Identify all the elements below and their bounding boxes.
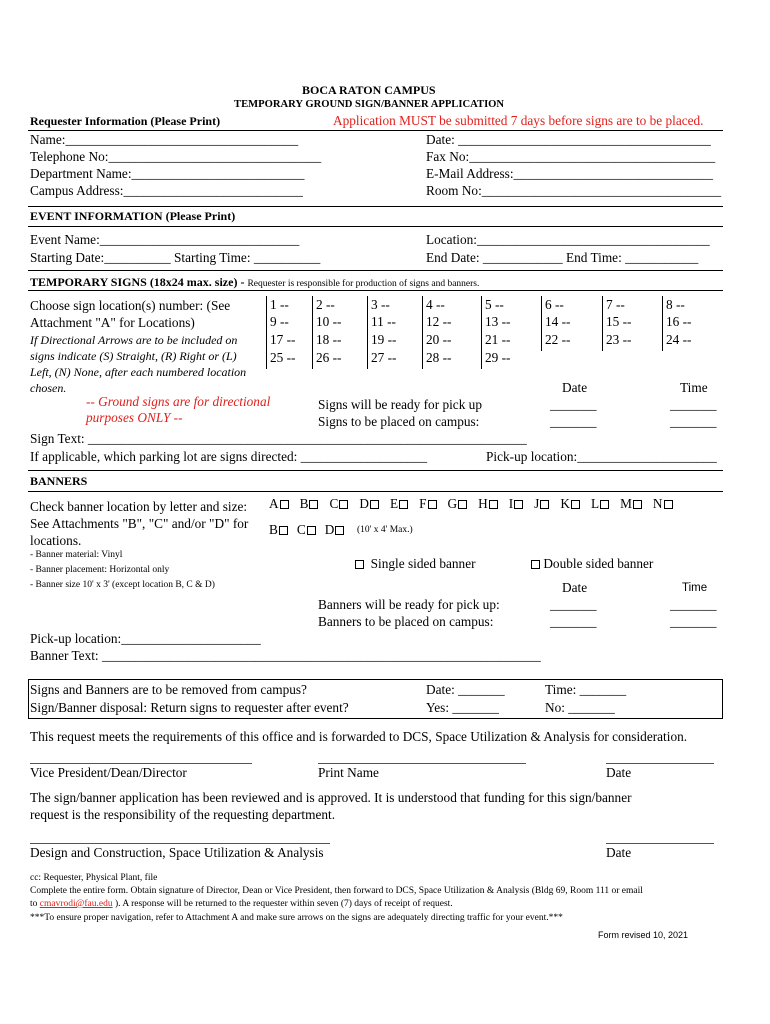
room-field[interactable]: Room No:____________________________________ bbox=[426, 183, 722, 198]
signature-line[interactable] bbox=[606, 763, 714, 764]
sign-location-item[interactable]: 29 -- bbox=[485, 350, 511, 365]
banner-location-checkbox[interactable] bbox=[514, 500, 523, 509]
sign-location-item[interactable]: 26 -- bbox=[316, 350, 342, 365]
banner-location-checkbox[interactable] bbox=[633, 500, 642, 509]
ground-signs-note: -- Ground signs are for directional bbox=[86, 394, 271, 409]
instructions-line: Complete the entire form. Obtain signature of Director, Dean or Vice President, then forward to DCS, Space Utilization & Analysis (Bldg 69, Room 111 or email bbox=[30, 886, 643, 896]
banner-placed-date[interactable]: _______ bbox=[550, 614, 597, 629]
sign-ready-date[interactable]: _______ bbox=[550, 397, 597, 412]
disposal-no-field[interactable]: No: _______ bbox=[545, 700, 615, 715]
banner-location-option[interactable] bbox=[359, 496, 379, 511]
sign-location-item[interactable]: 9 -- bbox=[270, 314, 289, 329]
single-sided-label: Single sided banner bbox=[370, 556, 476, 571]
banner-letter: D bbox=[359, 496, 369, 511]
cc-line: cc: Requester, Physical Plant, file bbox=[30, 873, 158, 883]
removal-time-field[interactable]: Time: _______ bbox=[545, 682, 627, 697]
sign-location-item[interactable]: 6 -- bbox=[545, 297, 564, 312]
deadline-note: Application MUST be submitted 7 days before signs are to be placed. bbox=[333, 113, 704, 128]
grid-divider bbox=[481, 296, 482, 369]
banner-letter: B bbox=[269, 522, 278, 537]
sign-location-item[interactable]: 2 -- bbox=[316, 297, 335, 312]
banner-letter: G bbox=[447, 496, 458, 511]
banner-location-option[interactable] bbox=[591, 496, 609, 511]
banner-size: - Banner size 10' x 3' (except location B, C & D) bbox=[30, 580, 215, 590]
banner-location-checkbox[interactable] bbox=[279, 526, 288, 535]
banner-ready-date[interactable]: _______ bbox=[550, 597, 597, 612]
banner-location-option[interactable] bbox=[560, 496, 580, 511]
signs-heading-note: Requester is responsible for production of signs and banners. bbox=[247, 279, 480, 289]
event-end-field[interactable]: End Date: ____________ End Time: ___________ bbox=[426, 250, 699, 265]
banner-letters-row bbox=[269, 496, 684, 512]
banner-letters-row bbox=[269, 522, 353, 538]
removal-question: Signs and Banners are to be removed from campus? bbox=[30, 682, 307, 697]
grid-divider bbox=[541, 296, 542, 351]
disposal-yes-field[interactable]: Yes: _______ bbox=[426, 700, 499, 715]
email-field[interactable]: E-Mail Address:______________________________ bbox=[426, 166, 713, 181]
divider bbox=[28, 270, 723, 271]
sign-location-item[interactable]: 4 -- bbox=[426, 297, 445, 312]
banner-instructions: locations. bbox=[30, 533, 82, 548]
sign-time-label: Time bbox=[680, 380, 708, 395]
banner-letter: N bbox=[652, 496, 663, 511]
banner-location-checkbox[interactable] bbox=[339, 500, 348, 509]
banner-location-option[interactable] bbox=[269, 496, 289, 511]
banner-letter: K bbox=[560, 496, 570, 511]
banner-location-option[interactable] bbox=[297, 522, 316, 537]
banner-location-checkbox[interactable] bbox=[280, 500, 289, 509]
department-field[interactable]: Department Name:__________________________ bbox=[30, 166, 305, 181]
banner-location-checkbox[interactable] bbox=[309, 500, 318, 509]
sign-location-item[interactable]: 24 -- bbox=[666, 332, 692, 347]
banner-location-option[interactable] bbox=[478, 496, 498, 511]
divider bbox=[28, 226, 723, 227]
event-heading: EVENT INFORMATION (Please Print) bbox=[30, 209, 236, 223]
banner-location-option[interactable] bbox=[300, 496, 319, 511]
navigation-note: ***To ensure proper navigation, refer to Attachment A and make sure arrows on the signs are adequately directing traffic for your event.*** bbox=[30, 913, 563, 923]
arrows-instructions: chosen. bbox=[30, 381, 67, 395]
to-text: to bbox=[30, 899, 40, 909]
signs-heading-text: TEMPORARY SIGNS (18x24 max. size) - bbox=[30, 275, 248, 289]
sign-location-item[interactable]: 19 -- bbox=[371, 332, 397, 347]
grid-divider bbox=[422, 296, 423, 369]
sign-placed-date[interactable]: _______ bbox=[550, 414, 597, 429]
banner-letter: B bbox=[299, 496, 309, 511]
fax-field[interactable]: Fax No:_____________________________________ bbox=[426, 149, 716, 164]
banner-location-checkbox[interactable] bbox=[600, 500, 609, 509]
sign-date-label: Date bbox=[562, 380, 588, 395]
sign-location-item[interactable]: 7 -- bbox=[606, 297, 625, 312]
arrows-instructions: signs indicate (S) Straight, (R) Right or (L) bbox=[30, 349, 237, 363]
event-name-field[interactable]: Event Name:______________________________ bbox=[30, 232, 300, 247]
banner-location-option[interactable] bbox=[653, 496, 673, 511]
banner-location-checkbox[interactable] bbox=[540, 500, 549, 509]
divider bbox=[28, 206, 723, 207]
signature-line[interactable] bbox=[318, 763, 526, 764]
email-link[interactable]: cmavrodi@fau.edu bbox=[39, 899, 113, 909]
double-sided-checkbox[interactable] bbox=[531, 560, 540, 569]
campus-address-field[interactable]: Campus Address:___________________________ bbox=[30, 183, 303, 198]
grid-divider bbox=[312, 296, 313, 369]
banner-letter: C bbox=[329, 496, 339, 511]
signs-heading bbox=[30, 273, 479, 291]
banner-location-checkbox[interactable] bbox=[428, 500, 437, 509]
dcs-signature-label: Design and Construction, Space Utilization & Analysis bbox=[30, 845, 324, 860]
banner-letter: H bbox=[478, 496, 488, 511]
arrows-instructions: If Directional Arrows are to be included on bbox=[30, 333, 238, 347]
application-title: TEMPORARY GROUND SIGN/BANNER APPLICATION bbox=[234, 99, 505, 110]
sign-location-item[interactable]: 10 -- bbox=[316, 314, 342, 329]
review-statement: The sign/banner application has been reviewed and is approved. It is understood that funding for this sign/banner bbox=[30, 790, 632, 805]
banner-location-checkbox[interactable] bbox=[664, 500, 673, 509]
sign-location-item[interactable]: 13 -- bbox=[485, 314, 511, 329]
single-sided-checkbox[interactable] bbox=[355, 560, 364, 569]
grid-divider bbox=[367, 296, 368, 369]
divider bbox=[28, 470, 723, 471]
banner-location-option[interactable] bbox=[509, 496, 523, 511]
single-sided-option[interactable] bbox=[354, 556, 476, 572]
name-field[interactable]: Name:___________________________________ bbox=[30, 132, 299, 147]
ground-signs-note: purposes ONLY -- bbox=[86, 410, 183, 425]
banner-instructions: Check banner location by letter and size: bbox=[30, 499, 248, 514]
sign-location-item[interactable]: 20 -- bbox=[426, 332, 452, 347]
grid-divider bbox=[602, 296, 603, 351]
sign-location-item[interactable]: 28 -- bbox=[426, 350, 452, 365]
banner-location-checkbox[interactable] bbox=[571, 500, 580, 509]
arrows-instructions: Left, (N) None, after each numbered location bbox=[30, 365, 247, 379]
banner-location-option[interactable] bbox=[419, 496, 436, 511]
banner-letter: A bbox=[269, 496, 279, 511]
banner-letter: C bbox=[296, 522, 306, 537]
banner-letter: M bbox=[620, 496, 632, 511]
instructions-line bbox=[30, 899, 453, 909]
banner-location-checkbox[interactable] bbox=[458, 500, 467, 509]
banner-letter: E bbox=[389, 496, 399, 511]
sign-location-item[interactable]: 1 -- bbox=[270, 297, 289, 312]
banner-letter: L bbox=[590, 496, 600, 511]
sign-location-item[interactable]: 16 -- bbox=[666, 314, 692, 329]
banner-location-option[interactable] bbox=[534, 496, 549, 511]
form-revision: Form revised 10, 2021 bbox=[598, 930, 689, 940]
removal-date-field[interactable]: Date: _______ bbox=[426, 682, 505, 697]
requester-heading: Requester Information (Please Print) bbox=[30, 114, 221, 128]
banner-letter: I bbox=[508, 496, 514, 511]
banner-pickup-field[interactable]: Pick-up location:_____________________ bbox=[30, 631, 261, 646]
review-statement: request is the responsibility of the requesting department. bbox=[30, 807, 336, 822]
banners-heading: BANNERS bbox=[30, 474, 88, 488]
banner-time-label: Time bbox=[682, 582, 708, 594]
banner-location-checkbox[interactable] bbox=[370, 500, 379, 509]
banner-placement: - Banner placement: Horizontal only bbox=[30, 565, 170, 575]
sign-location-item[interactable]: 25 -- bbox=[270, 350, 296, 365]
banner-ready-time[interactable]: _______ bbox=[670, 597, 717, 612]
banner-material: - Banner material: Vinyl bbox=[30, 550, 123, 560]
response-text: ). A response will be returned to the requester within seven (7) days of receipt of request. bbox=[112, 899, 453, 909]
grid-divider bbox=[662, 296, 663, 351]
banner-placed-time[interactable]: _______ bbox=[670, 614, 717, 629]
signature-line[interactable] bbox=[606, 843, 714, 844]
banner-location-option[interactable] bbox=[390, 496, 408, 511]
banner-instructions: See Attachments "B", "C" and/or "D" for bbox=[30, 516, 249, 531]
sign-location-item[interactable]: 3 -- bbox=[371, 297, 390, 312]
event-start-field[interactable]: Starting Date:__________ Starting Time: __________ bbox=[30, 250, 321, 265]
banner-location-checkbox[interactable] bbox=[335, 526, 344, 535]
banner-location-checkbox[interactable] bbox=[399, 500, 408, 509]
banner-location-option[interactable] bbox=[329, 496, 348, 511]
banner-letter: F bbox=[419, 496, 427, 511]
sign-location-item[interactable]: 21 -- bbox=[485, 332, 511, 347]
banner-letter: D bbox=[324, 522, 335, 537]
sign-location-item[interactable]: 17 -- bbox=[270, 332, 296, 347]
sign-location-item[interactable]: 15 -- bbox=[606, 314, 632, 329]
sign-location-item[interactable]: 11 -- bbox=[371, 314, 396, 329]
signs-ready-label: Signs will be ready for pick up bbox=[318, 397, 482, 412]
banner-letter: J bbox=[534, 496, 540, 511]
signature-line[interactable] bbox=[30, 763, 252, 764]
banner-location-option[interactable] bbox=[269, 522, 288, 537]
double-sided-option[interactable] bbox=[530, 556, 653, 572]
sign-location-item[interactable]: 27 -- bbox=[371, 350, 397, 365]
sign-location-item[interactable]: 22 -- bbox=[545, 332, 571, 347]
sign-location-item[interactable]: 5 -- bbox=[485, 297, 504, 312]
sign-location-item[interactable]: 18 -- bbox=[316, 332, 342, 347]
sign-pickup-field[interactable]: Pick-up location:_____________________ bbox=[486, 449, 717, 464]
divider bbox=[28, 491, 723, 492]
date-field[interactable]: Date: ______________________________________ bbox=[426, 132, 711, 147]
signature-line[interactable] bbox=[30, 843, 330, 844]
choose-location-text: Attachment "A" for Locations) bbox=[30, 315, 195, 330]
sign-placed-time[interactable]: _______ bbox=[670, 414, 717, 429]
forwarding-statement: This request meets the requirements of this office and is forwarded to DCS, Space Utilization & Analysis for consideration. bbox=[30, 729, 688, 744]
dcs-date-label: Date bbox=[606, 845, 632, 860]
banner-date-label: Date bbox=[562, 580, 588, 595]
banners-ready-label: Banners will be ready for pick up: bbox=[318, 597, 500, 612]
sign-location-item[interactable]: 23 -- bbox=[606, 332, 632, 347]
signs-placed-label: Signs to be placed on campus: bbox=[318, 414, 480, 429]
banner-location-checkbox[interactable] bbox=[489, 500, 498, 509]
telephone-field[interactable]: Telephone No:________________________________ bbox=[30, 149, 322, 164]
banner-location-checkbox[interactable] bbox=[307, 526, 316, 535]
sign-location-item[interactable]: 14 -- bbox=[545, 314, 571, 329]
sign-location-item[interactable]: 12 -- bbox=[426, 314, 452, 329]
campus-title: BOCA RATON CAMPUS bbox=[302, 83, 436, 97]
banner-location-option[interactable] bbox=[620, 496, 642, 511]
double-sided-label: Double sided banner bbox=[543, 556, 654, 571]
banner-location-option[interactable] bbox=[325, 522, 345, 537]
banner-text-field[interactable]: Banner Text: __________________________________________________________________ bbox=[30, 648, 541, 663]
vp-signature-label: Vice President/Dean/Director bbox=[30, 765, 187, 780]
sign-location-item[interactable]: 8 -- bbox=[666, 297, 685, 312]
sign-ready-time[interactable]: _______ bbox=[670, 397, 717, 412]
parking-lot-field[interactable]: If applicable, which parking lot are signs directed: ___________________ bbox=[30, 449, 427, 464]
sign-text-field[interactable]: Sign Text: __________________________________________________________________ bbox=[30, 431, 527, 446]
approval-date-label: Date bbox=[606, 765, 632, 780]
banner-location-option[interactable] bbox=[448, 496, 468, 511]
banners-placed-label: Banners to be placed on campus: bbox=[318, 614, 494, 629]
disposal-question: Sign/Banner disposal: Return signs to requester after event? bbox=[30, 700, 349, 715]
event-location-field[interactable]: Location:___________________________________ bbox=[426, 232, 710, 247]
banner-max-note: (10' x 4' Max.) bbox=[357, 525, 413, 535]
choose-location-text: Choose sign location(s) number: (See bbox=[30, 298, 231, 313]
print-name-label: Print Name bbox=[318, 765, 379, 780]
divider bbox=[28, 290, 723, 291]
